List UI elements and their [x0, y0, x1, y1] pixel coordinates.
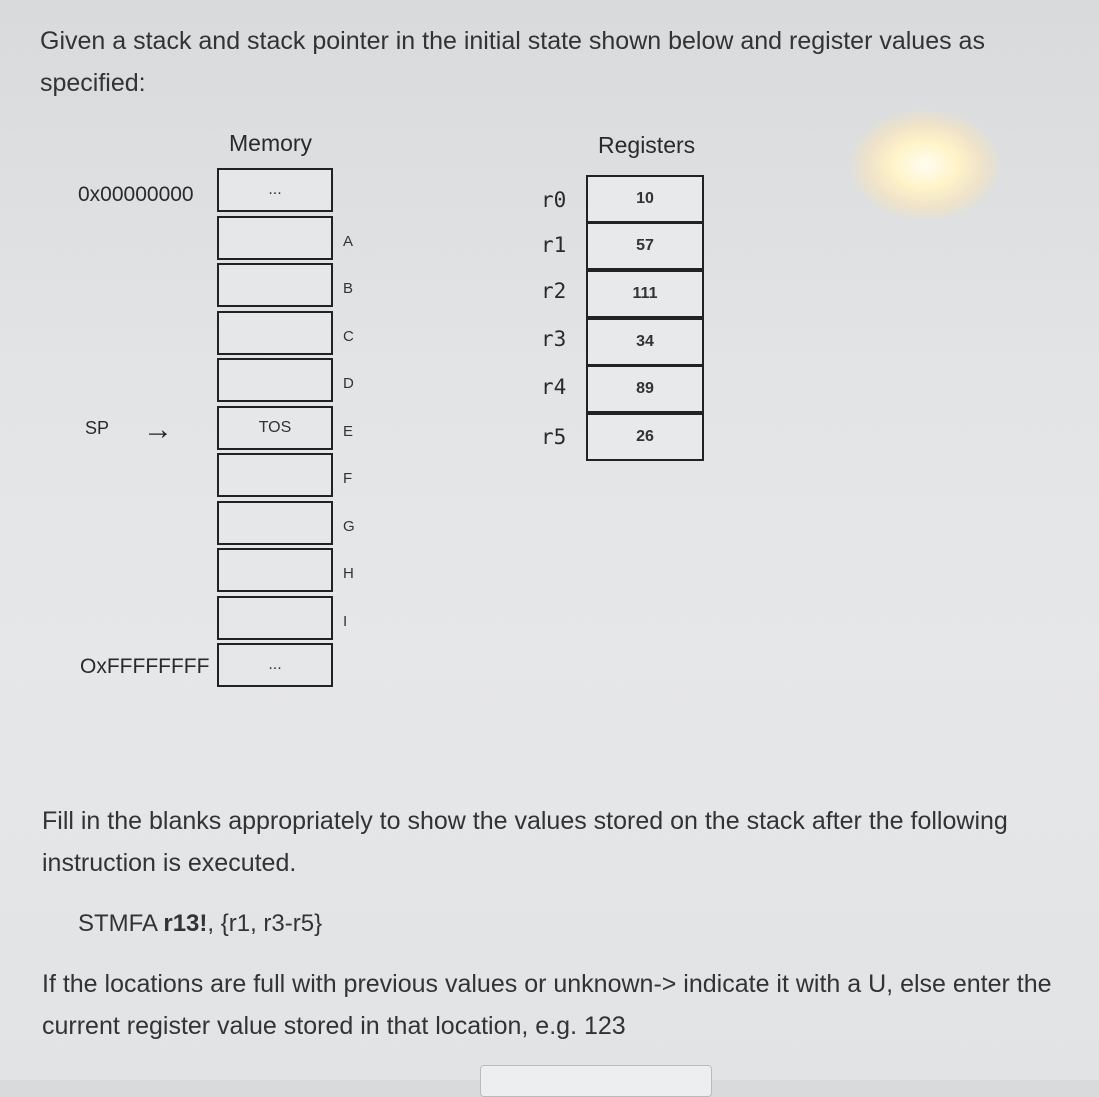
memory-cell: [217, 453, 333, 497]
memory-row-label: I: [343, 613, 348, 630]
memory-row-label: H: [343, 565, 354, 582]
memory-cell: [217, 596, 333, 640]
memory-row-label: E: [343, 423, 354, 440]
intro-text: Given a stack and stack pointer in the initial state shown below and register values as specified:: [40, 27, 985, 97]
memory-cell: [217, 358, 333, 402]
memory-row-label: G: [343, 518, 355, 535]
register-value: 89: [586, 365, 704, 413]
memory-cell: ...: [217, 643, 333, 687]
answer-input[interactable]: [480, 1065, 712, 1097]
memory-cell: [217, 548, 333, 592]
memory-cell: [217, 311, 333, 355]
instruction-register: r13!: [163, 910, 208, 937]
address-top: 0x00000000: [78, 183, 194, 206]
photo-glare: [850, 110, 1000, 220]
right-arrow-icon: →: [143, 413, 173, 446]
memory-cell: [217, 263, 333, 307]
register-value: 57: [586, 222, 704, 270]
memory-cell: [217, 501, 333, 545]
instruction-op: STMFA: [78, 910, 164, 937]
memory-cell: ...: [217, 168, 333, 212]
instruction-line: [78, 910, 322, 938]
register-value: 10: [586, 175, 704, 223]
register-name: r2: [541, 279, 567, 303]
memory-cell-tos: TOS: [217, 406, 333, 450]
registers-title: Registers: [598, 132, 696, 158]
memory-row-label: F: [343, 470, 353, 487]
register-name: r0: [541, 188, 567, 212]
register-name: r3: [541, 327, 567, 351]
address-bottom: OxFFFFFFFF: [80, 655, 210, 678]
register-name: r5: [541, 425, 567, 449]
instruction-operands: , {r1, r3-r5}: [207, 910, 323, 937]
instructions-text: Fill in the blanks appropriately to show the values stored on the stack after the following instruction is executed.: [42, 807, 1008, 877]
memory-row-label: D: [343, 375, 354, 392]
memory-cell: [217, 216, 333, 260]
memory-row-label: A: [343, 233, 354, 250]
memory-title: Memory: [229, 130, 313, 156]
register-name: r4: [541, 375, 567, 399]
register-value: 26: [586, 413, 704, 461]
note-text: If the locations are full with previous values or unknown-> indicate it with a U, else enter the current register value stored in that location, e.g. 123: [42, 970, 1052, 1040]
stack-pointer-label: SP: [85, 418, 110, 438]
memory-row-label: C: [343, 328, 354, 345]
register-value: 34: [586, 318, 704, 366]
register-value: 111: [586, 270, 704, 318]
register-name: r1: [541, 233, 567, 257]
memory-row-label: B: [343, 280, 354, 297]
